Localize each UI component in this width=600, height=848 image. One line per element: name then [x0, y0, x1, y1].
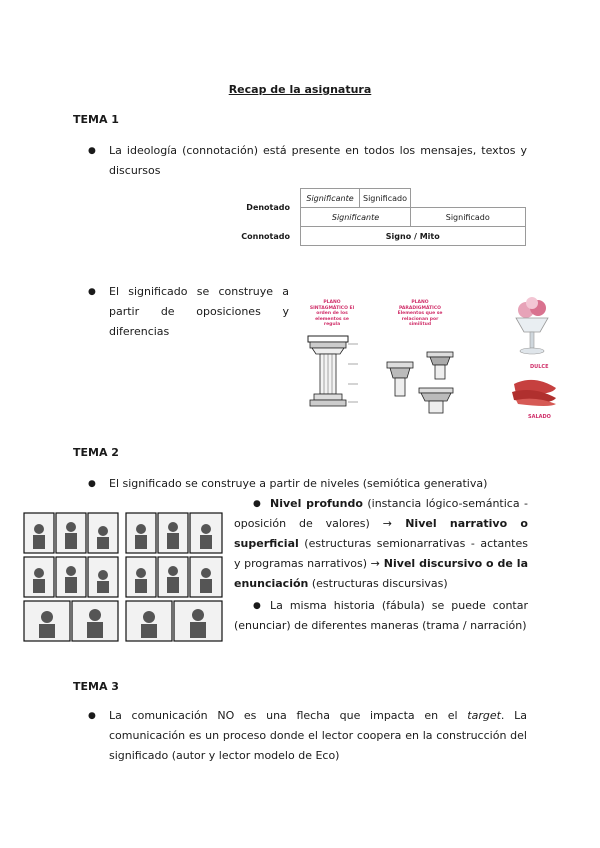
- column-diagram-icon: [300, 334, 362, 416]
- narrativo-desc: (estructuras semionarrativas - actantes y programas narrativos): [234, 537, 528, 570]
- oppositions-illustration: [300, 296, 580, 426]
- tema3-text-a: La comunicación NO es una flecha que impacta en el: [109, 709, 468, 722]
- tema1-bullet1-text: La ideología (connotación) está presente en todos los mensajes, textos y discursos: [109, 144, 527, 177]
- tema3-target: target: [467, 709, 501, 722]
- sintagmatic-caption: PLANO SINTAGMÁTICO El orden de los elementos se regula: [309, 300, 355, 327]
- tema2-heading: TEMA 2: [73, 446, 119, 459]
- semiotic-table: [238, 188, 526, 246]
- nivel-narrativo: Nivel narrativo o superficial: [234, 517, 528, 550]
- row-label-connotado: Connotado: [241, 231, 290, 241]
- nivel-discursivo: Nivel discursivo o de la enunciación: [234, 557, 528, 590]
- bullet-icon: ●: [88, 146, 96, 156]
- cell-significante-top: Significante: [301, 189, 360, 208]
- page-title: Recap de la asignatura: [228, 83, 372, 96]
- paradigmatic-caption: PLANO PARADIGMÁTICO Elementos que se relacionan por similitud: [397, 300, 443, 327]
- bullet-icon: ●: [88, 479, 96, 489]
- cell-significado-mid: Significado: [411, 208, 526, 227]
- tema3-bullet1-text: [109, 706, 527, 766]
- tema3-text-b: . La comunicación es un proceso donde el lector coopera en la construcción del significado (autor y lector modelo de Eco): [109, 709, 527, 762]
- cell-significado-top: Significado: [360, 189, 411, 208]
- ice-cream-icon: [510, 296, 554, 358]
- label-salado: SALADO: [528, 414, 551, 420]
- bullet-icon: ●: [253, 499, 261, 509]
- tema2-bullet3-text: La misma historia (fábula) se puede contar (enunciar) de diferentes maneras (trama / narración): [234, 599, 528, 632]
- profundo-desc: (instancia lógico-semántica - oposición de valores): [234, 497, 528, 530]
- bullet-icon: ●: [88, 287, 96, 297]
- cell-significante-mid: Significante: [301, 208, 411, 227]
- bullet-icon: ●: [88, 711, 96, 721]
- tema1-heading: TEMA 1: [73, 113, 119, 126]
- label-dulce: DULCE: [530, 364, 549, 370]
- discursivo-desc: (estructuras discursivas): [308, 577, 448, 590]
- comic-strip-image: [22, 511, 224, 643]
- capitals-icon: [385, 350, 465, 416]
- nivel-profundo: Nivel profundo: [270, 497, 363, 510]
- arrow-icon: →: [370, 557, 380, 570]
- tema2-levels-text: [234, 494, 528, 594]
- cell-signo-mito: Signo / Mito: [301, 227, 526, 246]
- bullet-icon: ●: [253, 601, 261, 611]
- tema3-heading: TEMA 3: [73, 680, 119, 693]
- row-label-denotado: Denotado: [246, 203, 290, 212]
- ham-slices-icon: [510, 374, 560, 408]
- tema1-bullet2-text: El significado se construye a partir de oposiciones y diferencias: [109, 285, 289, 338]
- tema2-bullet1-text: El significado se construye a partir de niveles (semiótica generativa): [109, 477, 488, 490]
- arrow-icon: →: [382, 517, 392, 530]
